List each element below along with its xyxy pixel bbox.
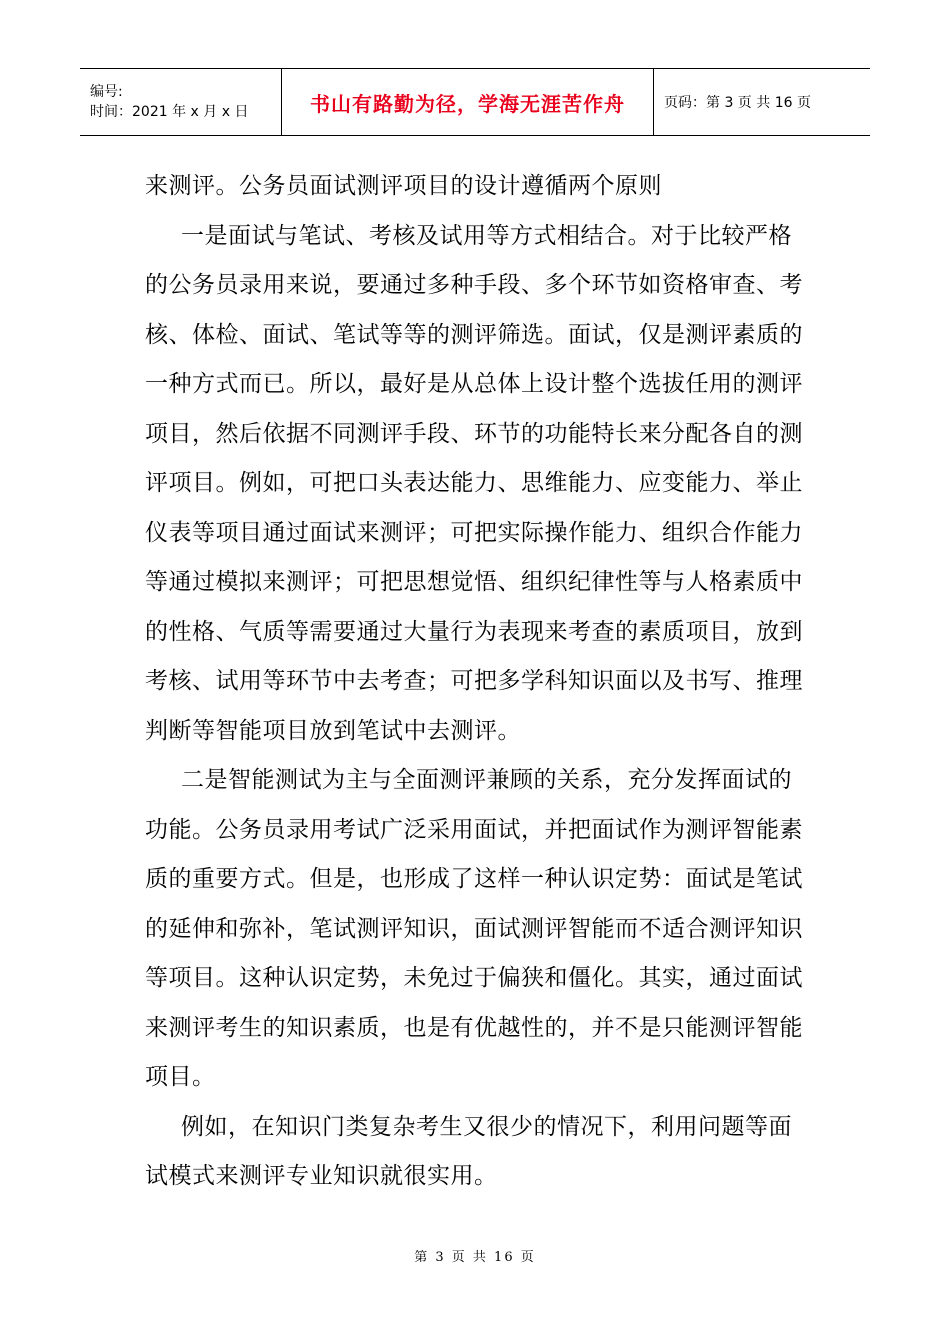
body-paragraph: 二是智能测试为主与全面测评兼顾的关系，充分发挥面试的功能。公务员录用考试广泛采用面试，并把面试作为测评智能素质的重要方式。但是，也形成了这样一种认识定势：面试是笔试的延伸和弥补，笔试测评知识，面试测评智能而不适合测评知识等项目。这种认识定势，未免过于偏狭和僵化。其实，通过面试来测评考生的知识素质，也是有优越性的，并不是只能测评智能项目。 bbox=[145, 767, 803, 1090]
header-motto: 书山有路勤为径，学海无涯苦作舟 bbox=[282, 69, 654, 135]
body-paragraph: 例如，在知识门类复杂考生又很少的情况下，利用问题等面试模式来测评专业知识就很实用。 bbox=[145, 1113, 792, 1189]
document-date-label: 时间：2021 年 x 月 x 日 bbox=[90, 104, 249, 120]
document-body bbox=[145, 162, 807, 1202]
document-number-label: 编号: bbox=[90, 84, 123, 100]
body-paragraph: 一是面试与笔试、考核及试用等方式相结合。对于比较严格的公务员录用来说，要通过多种手段、多个环节如资格审查、考核、体检、面试、笔试等等的测评筛选。面试，仅是测评素质的一种方式而已。所以，最好是从总体上设计整个选拔任用的测评项目，然后依据不同测评手段、环节的功能特长来分配各自的测评项目。例如，可把口头表达能力、思维能力、应变能力、举止仪表等项目通过面试来测评；可把实际操作能力、组织合作能力等通过模拟来测评；可把思想觉悟、组织纪律性等与人格素质中的性格、气质等需要通过大量行为表现来考查的素质项目，放到考核、试用等环节中去考查；可把多学科知识面以及书写、推理判断等智能项目放到笔试中去测评。 bbox=[145, 222, 803, 744]
page-footer: 第 3 页 共 16 页 bbox=[414, 1250, 536, 1265]
document-header bbox=[80, 68, 870, 136]
header-meta-cell bbox=[80, 69, 282, 135]
body-paragraph: 来测评。公务员面试测评项目的设计遵循两个原则 bbox=[145, 173, 662, 199]
header-page-info: 页码：第 3 页 共 16 页 bbox=[664, 95, 811, 111]
